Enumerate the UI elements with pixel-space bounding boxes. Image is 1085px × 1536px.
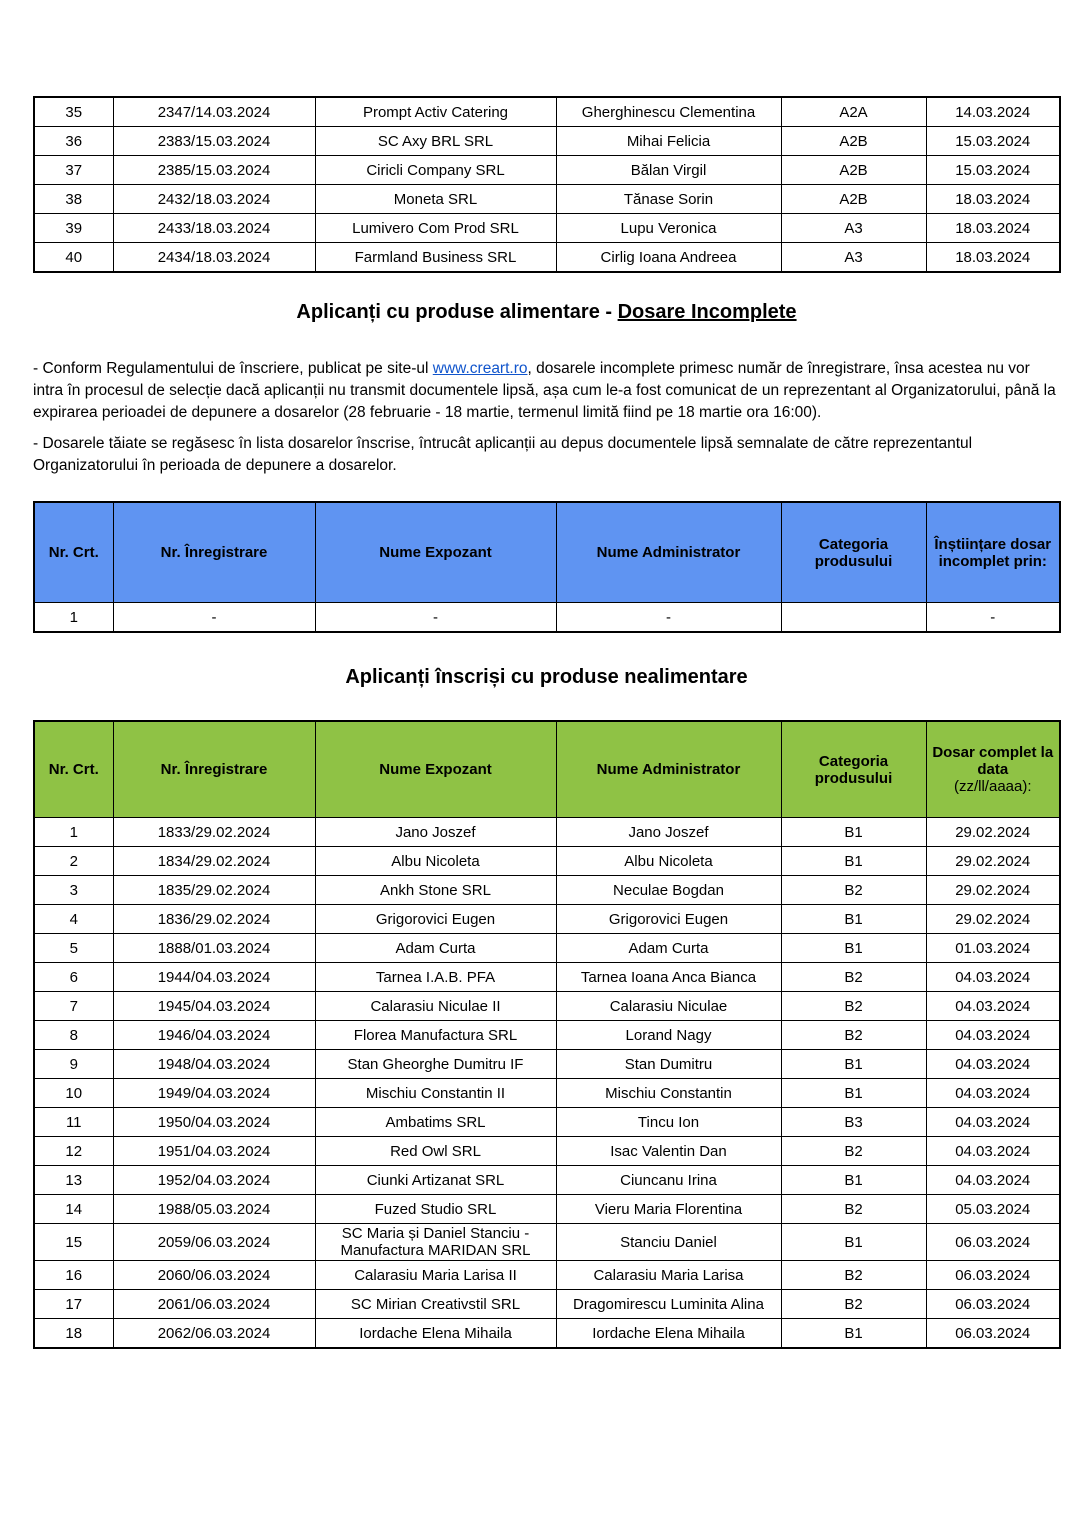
table-cell: 10	[34, 1079, 113, 1108]
table-cell: Lupu Veronica	[556, 214, 781, 243]
table-cell: 04.03.2024	[926, 1079, 1060, 1108]
table-cell: Fuzed Studio SRL	[315, 1195, 556, 1224]
table-cell: B2	[781, 876, 926, 905]
table-row	[34, 127, 1060, 156]
table-cell: 06.03.2024	[926, 1290, 1060, 1319]
table-cell: B1	[781, 1224, 926, 1261]
table-cell: 1836/29.02.2024	[113, 905, 315, 934]
table-cell: Vieru Maria Florentina	[556, 1195, 781, 1224]
table-row	[34, 603, 1060, 633]
table-cell: 2	[34, 847, 113, 876]
column-header: Nume Administrator	[556, 502, 781, 603]
table-row	[34, 1319, 1060, 1349]
table-cell: B2	[781, 1261, 926, 1290]
table-cell: Jano Joszef	[315, 818, 556, 847]
table-cell: 39	[34, 214, 113, 243]
table-cell: Moneta SRL	[315, 185, 556, 214]
table-cell: 2432/18.03.2024	[113, 185, 315, 214]
table-cell: Calarasiu Maria Larisa II	[315, 1261, 556, 1290]
table-cell: B2	[781, 992, 926, 1021]
table-row	[34, 847, 1060, 876]
table-cell: Prompt Activ Catering	[315, 97, 556, 127]
table-cell: Florea Manufactura SRL	[315, 1021, 556, 1050]
table-cell: Gherghinescu Clementina	[556, 97, 781, 127]
table-cell: 1834/29.02.2024	[113, 847, 315, 876]
table-cell: 1949/04.03.2024	[113, 1079, 315, 1108]
table-row	[34, 992, 1060, 1021]
table-row	[34, 1137, 1060, 1166]
table-cell: B1	[781, 905, 926, 934]
table-cell: Ciuncanu Irina	[556, 1166, 781, 1195]
table-cell: 2062/06.03.2024	[113, 1319, 315, 1349]
table-cell: 18	[34, 1319, 113, 1349]
table-cell: 9	[34, 1050, 113, 1079]
table-row	[34, 934, 1060, 963]
table-cell: Albu Nicoleta	[556, 847, 781, 876]
column-header: Nume Expozant	[315, 721, 556, 818]
table-cell: Calarasiu Niculae II	[315, 992, 556, 1021]
table-cell: Albu Nicoleta	[315, 847, 556, 876]
table-cell: B2	[781, 1195, 926, 1224]
paragraph-regulation-after-link: , dosarele incomplete primesc număr de înregistrare, însa acestea nu vor intra în procesul de selecție dacă aplicanții nu transmit documentele lipsă, așa cum le-a fost comunicat de un reprezentant al Organizatorului, până la expirarea perioadei de depunere a dosarelor (28 februarie - 18 martie, termenul limită fiind pe 18 martie ora 16:00).	[33, 360, 1056, 421]
table-cell: Ambatims SRL	[315, 1108, 556, 1137]
table-cell: 7	[34, 992, 113, 1021]
table-cell: B2	[781, 1137, 926, 1166]
column-header: Nr. Înregistrare	[113, 721, 315, 818]
table-cell: Iordache Elena Mihaila	[315, 1319, 556, 1349]
table-cell: 35	[34, 97, 113, 127]
table-cell: Calarasiu Niculae	[556, 992, 781, 1021]
table-cell: 15.03.2024	[926, 127, 1060, 156]
section-title-incomplete	[33, 299, 1060, 325]
table-cell: 1835/29.02.2024	[113, 876, 315, 905]
column-header: Categoria produsului	[781, 721, 926, 818]
table-cell: 15	[34, 1224, 113, 1261]
table-cell: 06.03.2024	[926, 1261, 1060, 1290]
table-cell: 2434/18.03.2024	[113, 243, 315, 273]
table-cell: 5	[34, 934, 113, 963]
table-cell: 37	[34, 156, 113, 185]
nonfood-applicants-table	[33, 720, 1061, 1349]
table-cell: -	[556, 603, 781, 633]
table-cell	[781, 603, 926, 633]
table-cell: Tincu Ion	[556, 1108, 781, 1137]
table-row	[34, 1050, 1060, 1079]
table-cell: 04.03.2024	[926, 1137, 1060, 1166]
table-row	[34, 905, 1060, 934]
table-cell: Cirlig Ioana Andreea	[556, 243, 781, 273]
table-cell: 04.03.2024	[926, 1021, 1060, 1050]
table-cell: A2B	[781, 156, 926, 185]
table-cell: 04.03.2024	[926, 1166, 1060, 1195]
table-cell: Adam Curta	[556, 934, 781, 963]
table-cell: B2	[781, 1290, 926, 1319]
food-applicants-table-continuation	[33, 96, 1061, 273]
table-cell: 1951/04.03.2024	[113, 1137, 315, 1166]
table-cell: 15.03.2024	[926, 156, 1060, 185]
table-cell: Grigorovici Eugen	[556, 905, 781, 934]
table-cell: 18.03.2024	[926, 243, 1060, 273]
table-cell: Mischiu Constantin	[556, 1079, 781, 1108]
table-cell: 1988/05.03.2024	[113, 1195, 315, 1224]
table-cell: Ciunki Artizanat SRL	[315, 1166, 556, 1195]
table-cell: 40	[34, 243, 113, 273]
table-cell: A2B	[781, 127, 926, 156]
table-cell: Neculae Bogdan	[556, 876, 781, 905]
section-title-nonfood: Aplicanți înscriși cu produse nealimentare	[345, 666, 748, 688]
table-cell: 1	[34, 818, 113, 847]
table-cell: Lorand Nagy	[556, 1021, 781, 1050]
section-title-incomplete-prefix: Aplicanți cu produse alimentare -	[296, 301, 618, 323]
table-cell: B1	[781, 1319, 926, 1349]
table-cell: 04.03.2024	[926, 1108, 1060, 1137]
column-header: Nr. Crt.	[34, 502, 113, 603]
table-row	[34, 1108, 1060, 1137]
table-cell: B1	[781, 934, 926, 963]
table-cell: 11	[34, 1108, 113, 1137]
table-cell: 12	[34, 1137, 113, 1166]
table-cell: Tarnea I.A.B. PFA	[315, 963, 556, 992]
table-cell: A3	[781, 243, 926, 273]
table-cell: Ankh Stone SRL	[315, 876, 556, 905]
table-row	[34, 818, 1060, 847]
table-row	[34, 1079, 1060, 1108]
table-cell: 2059/06.03.2024	[113, 1224, 315, 1261]
table-cell: B1	[781, 847, 926, 876]
table-cell: 1945/04.03.2024	[113, 992, 315, 1021]
table-cell: 2060/06.03.2024	[113, 1261, 315, 1290]
table-cell: Jano Joszef	[556, 818, 781, 847]
header-row	[34, 502, 1060, 603]
table-cell: Ciricli Company SRL	[315, 156, 556, 185]
table-row	[34, 243, 1060, 273]
paragraph-crossed-dossiers: - Dosarele tăiate se regăsesc în lista dosarelor înscrise, întrucât aplicanții au depus documentele lipsă semnalate de către reprezentantul Organizatorului în perioada de depunere a dosarelor.	[33, 435, 973, 474]
table-cell: A2A	[781, 97, 926, 127]
table-cell: 29.02.2024	[926, 876, 1060, 905]
table-row	[34, 963, 1060, 992]
paragraph-regulation-before-link: - Conform Regulamentului de înscriere, publicat pe site-ul	[33, 360, 433, 377]
table-cell: 17	[34, 1290, 113, 1319]
table-cell: Farmland Business SRL	[315, 243, 556, 273]
column-header: Nume Expozant	[315, 502, 556, 603]
column-header-suffix: (zz/ll/aaaa):	[953, 778, 1032, 795]
table-cell: A3	[781, 214, 926, 243]
table-cell: 6	[34, 963, 113, 992]
table-cell: 3	[34, 876, 113, 905]
table-cell: 38	[34, 185, 113, 214]
table-cell: 2433/18.03.2024	[113, 214, 315, 243]
table-cell: 01.03.2024	[926, 934, 1060, 963]
table-row	[34, 214, 1060, 243]
table-cell: B1	[781, 1050, 926, 1079]
column-header: Înștiințare dosar incomplet prin:	[926, 502, 1060, 603]
table-cell: 1950/04.03.2024	[113, 1108, 315, 1137]
table-cell: B1	[781, 1166, 926, 1195]
table-cell: 1888/01.03.2024	[113, 934, 315, 963]
column-header: Dosar complet la data (zz/ll/aaaa):	[926, 721, 1060, 818]
table-cell: 06.03.2024	[926, 1319, 1060, 1349]
document-page	[33, 0, 1060, 1349]
table-cell: Mihai Felicia	[556, 127, 781, 156]
table-cell: 14	[34, 1195, 113, 1224]
table-cell: 1944/04.03.2024	[113, 963, 315, 992]
table-row	[34, 1290, 1060, 1319]
table-cell: 2347/14.03.2024	[113, 97, 315, 127]
table-cell: 29.02.2024	[926, 847, 1060, 876]
table-row	[34, 1224, 1060, 1261]
table-cell: 04.03.2024	[926, 992, 1060, 1021]
header-row	[34, 721, 1060, 818]
table-row	[34, 1195, 1060, 1224]
table-cell: A2B	[781, 185, 926, 214]
table-row	[34, 185, 1060, 214]
column-header: Nr. Înregistrare	[113, 502, 315, 603]
table-cell: 2383/15.03.2024	[113, 127, 315, 156]
column-header: Categoria produsului	[781, 502, 926, 603]
table-cell: 1833/29.02.2024	[113, 818, 315, 847]
table-cell: 29.02.2024	[926, 818, 1060, 847]
table-cell: 14.03.2024	[926, 97, 1060, 127]
table-cell: -	[926, 603, 1060, 633]
table-cell: Iordache Elena Mihaila	[556, 1319, 781, 1349]
incomplete-dossiers-table	[33, 501, 1061, 633]
table-cell: Tănase Sorin	[556, 185, 781, 214]
table-row	[34, 1261, 1060, 1290]
table-cell: 1952/04.03.2024	[113, 1166, 315, 1195]
table-cell: 16	[34, 1261, 113, 1290]
table-cell: 2061/06.03.2024	[113, 1290, 315, 1319]
table-cell: Bălan Virgil	[556, 156, 781, 185]
table-cell: SC Axy BRL SRL	[315, 127, 556, 156]
paragraph-regulation	[33, 358, 1060, 424]
table-row	[34, 156, 1060, 185]
table-cell: Dragomirescu Luminita Alina	[556, 1290, 781, 1319]
table-cell: -	[315, 603, 556, 633]
section-title-incomplete-underlined: Dosare Incomplete	[617, 301, 797, 323]
table-cell: Lumivero Com Prod SRL	[315, 214, 556, 243]
table-cell: Tarnea Ioana Anca Bianca	[556, 963, 781, 992]
table-cell: 36	[34, 127, 113, 156]
column-header: Nr. Crt.	[34, 721, 113, 818]
table-cell: 1	[34, 603, 113, 633]
table-cell: -	[113, 603, 315, 633]
table-cell: B2	[781, 1021, 926, 1050]
table-cell: Mischiu Constantin II	[315, 1079, 556, 1108]
table-row	[34, 1166, 1060, 1195]
table-cell: 18.03.2024	[926, 214, 1060, 243]
table-cell: Calarasiu Maria Larisa	[556, 1261, 781, 1290]
table-cell: B1	[781, 818, 926, 847]
table-cell: 04.03.2024	[926, 963, 1060, 992]
table-cell: 04.03.2024	[926, 1050, 1060, 1079]
table-cell: SC Mirian Creativstil SRL	[315, 1290, 556, 1319]
table-cell: Stan Dumitru	[556, 1050, 781, 1079]
creart-website-link[interactable]: www.creart.ro	[432, 360, 528, 377]
table-cell: 18.03.2024	[926, 185, 1060, 214]
table-cell: B2	[781, 963, 926, 992]
table-cell: B3	[781, 1108, 926, 1137]
table-cell: 06.03.2024	[926, 1224, 1060, 1261]
table-cell: 8	[34, 1021, 113, 1050]
table-cell: B1	[781, 1079, 926, 1108]
table-cell: 05.03.2024	[926, 1195, 1060, 1224]
table-cell: 1946/04.03.2024	[113, 1021, 315, 1050]
table-row	[34, 97, 1060, 127]
table-cell: 4	[34, 905, 113, 934]
table-cell: Grigorovici Eugen	[315, 905, 556, 934]
table-cell: SC Maria și Daniel Stanciu - Manufactura MARIDAN SRL	[315, 1224, 556, 1261]
table-cell: Adam Curta	[315, 934, 556, 963]
table-row	[34, 1021, 1060, 1050]
table-cell: Stan Gheorghe Dumitru IF	[315, 1050, 556, 1079]
table-cell: 13	[34, 1166, 113, 1195]
table-cell: Isac Valentin Dan	[556, 1137, 781, 1166]
table-cell: Stanciu Daniel	[556, 1224, 781, 1261]
table-cell: 1948/04.03.2024	[113, 1050, 315, 1079]
column-header: Nume Administrator	[556, 721, 781, 818]
table-row	[34, 876, 1060, 905]
table-cell: 2385/15.03.2024	[113, 156, 315, 185]
table-cell: Red Owl SRL	[315, 1137, 556, 1166]
table-cell: 29.02.2024	[926, 905, 1060, 934]
